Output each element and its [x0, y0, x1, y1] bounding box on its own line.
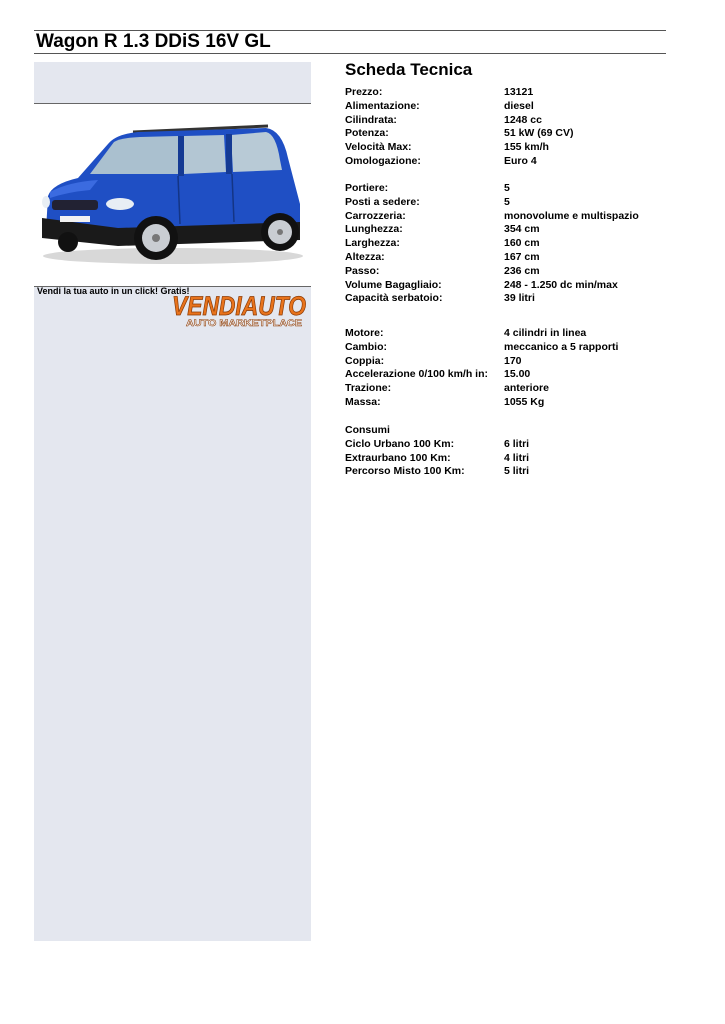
spec-value: 5 — [504, 195, 510, 208]
spec-row-larghezza — [345, 237, 639, 251]
logo-brand-text: VENDIAUTO — [172, 291, 306, 321]
spec-value: diesel — [504, 99, 534, 112]
spec-section-consumption — [345, 424, 529, 479]
vendiauto-logo[interactable] — [170, 289, 310, 329]
spec-row-urbano — [345, 438, 529, 452]
tagline: Vendi la tua auto in un click! Gratis! — [37, 286, 190, 296]
spec-label: Motore: — [345, 327, 384, 339]
spec-value: 39 litri — [504, 292, 535, 305]
spec-row-carrozzeria — [345, 210, 639, 224]
spec-row-potenza — [345, 127, 573, 141]
spec-label: Percorso Misto 100 Km: — [345, 465, 465, 478]
spec-label: Consumi — [345, 424, 390, 436]
spec-row-altezza — [345, 251, 639, 265]
spec-value: 170 — [504, 354, 522, 367]
spec-value: 167 cm — [504, 250, 540, 263]
spec-value: 13121 — [504, 86, 534, 98]
section-heading: Scheda Tecnica — [345, 60, 473, 79]
spec-row-consumi-heading — [345, 424, 529, 438]
spec-label: Prezzo: — [345, 86, 383, 98]
spec-label: Velocità Max: — [345, 141, 412, 154]
spec-label: Ciclo Urbano 100 Km: — [345, 437, 455, 450]
spec-value: 248 - 1.250 dc min/max — [504, 278, 618, 291]
spec-row-cilindrata — [345, 114, 573, 128]
spec-section-body — [345, 182, 639, 306]
spec-row-bagagliaio — [345, 279, 639, 293]
spec-label: Accelerazione 0/100 km/h in: — [345, 368, 488, 381]
spec-value: 160 cm — [504, 237, 540, 250]
spec-label: Coppia: — [345, 354, 385, 367]
spec-label: Potenza: — [345, 127, 389, 140]
spec-value: 354 cm — [504, 223, 540, 236]
title-bottom-rule — [34, 53, 666, 54]
spec-value: 236 cm — [504, 264, 540, 277]
spec-value: anteriore — [504, 382, 549, 395]
car-photo — [38, 118, 304, 268]
spec-row-serbatoio — [345, 292, 639, 306]
spec-row-accelerazione — [345, 368, 618, 382]
panel-divider — [34, 103, 311, 104]
spec-value: 4 cilindri in linea — [504, 327, 587, 339]
spec-label: Altezza: — [345, 250, 385, 263]
spec-row-prezzo — [345, 86, 573, 100]
spec-label: Cambio: — [345, 340, 387, 353]
spec-label: Volume Bagagliaio: — [345, 278, 442, 291]
spec-label: Trazione: — [345, 382, 392, 395]
spec-label: Alimentazione: — [345, 99, 420, 112]
logo-sub-text: AUTO MARKETPLACE — [186, 318, 302, 328]
page-title: Wagon R 1.3 DDiS 16V GL — [36, 31, 271, 52]
spec-row-extraurbano — [345, 452, 529, 466]
spec-value: 1248 cc — [504, 113, 542, 126]
spec-value: 5 — [504, 182, 510, 194]
spec-label: Massa: — [345, 395, 381, 408]
spec-value: 15.00 — [504, 368, 531, 381]
spec-section-engine — [345, 327, 618, 410]
spec-row-passo — [345, 265, 639, 279]
spec-row-coppia — [345, 355, 618, 369]
spec-label: Portiere: — [345, 182, 389, 194]
spec-value: 5 litri — [504, 465, 530, 478]
spec-row-velocita — [345, 141, 573, 155]
spec-label: Capacità serbatoio: — [345, 292, 443, 305]
spec-label: Posti a sedere: — [345, 195, 420, 208]
spec-value: meccanico a 5 rapporti — [504, 340, 619, 353]
spec-value: Euro 4 — [504, 154, 537, 167]
spec-row-posti — [345, 196, 639, 210]
spec-section-main — [345, 86, 573, 169]
spec-row-massa — [345, 396, 618, 410]
spec-row-motore — [345, 327, 618, 341]
spec-value: 155 km/h — [504, 141, 549, 154]
spec-row-trazione — [345, 382, 618, 396]
spec-value: 1055 Kg — [504, 395, 545, 408]
spec-label: Extraurbano 100 Km: — [345, 451, 451, 464]
spec-row-alimentazione — [345, 100, 573, 114]
spec-value: 6 litri — [504, 437, 530, 450]
spec-row-portiere — [345, 182, 639, 196]
spec-label: Passo: — [345, 264, 380, 277]
spec-value: 4 litri — [504, 451, 530, 464]
spec-label: Omologazione: — [345, 154, 421, 167]
spec-row-omologazione — [345, 155, 573, 169]
spec-label: Lunghezza: — [345, 223, 403, 236]
spec-value: monovolume e multispazio — [504, 209, 639, 222]
spec-label: Cilindrata: — [345, 113, 397, 126]
spec-label: Larghezza: — [345, 237, 400, 250]
spec-row-cambio — [345, 341, 618, 355]
spec-value: 51 kW (69 CV) — [504, 127, 574, 140]
spec-label: Carrozzeria: — [345, 209, 406, 222]
spec-row-misto — [345, 465, 529, 479]
spec-row-lunghezza — [345, 223, 639, 237]
